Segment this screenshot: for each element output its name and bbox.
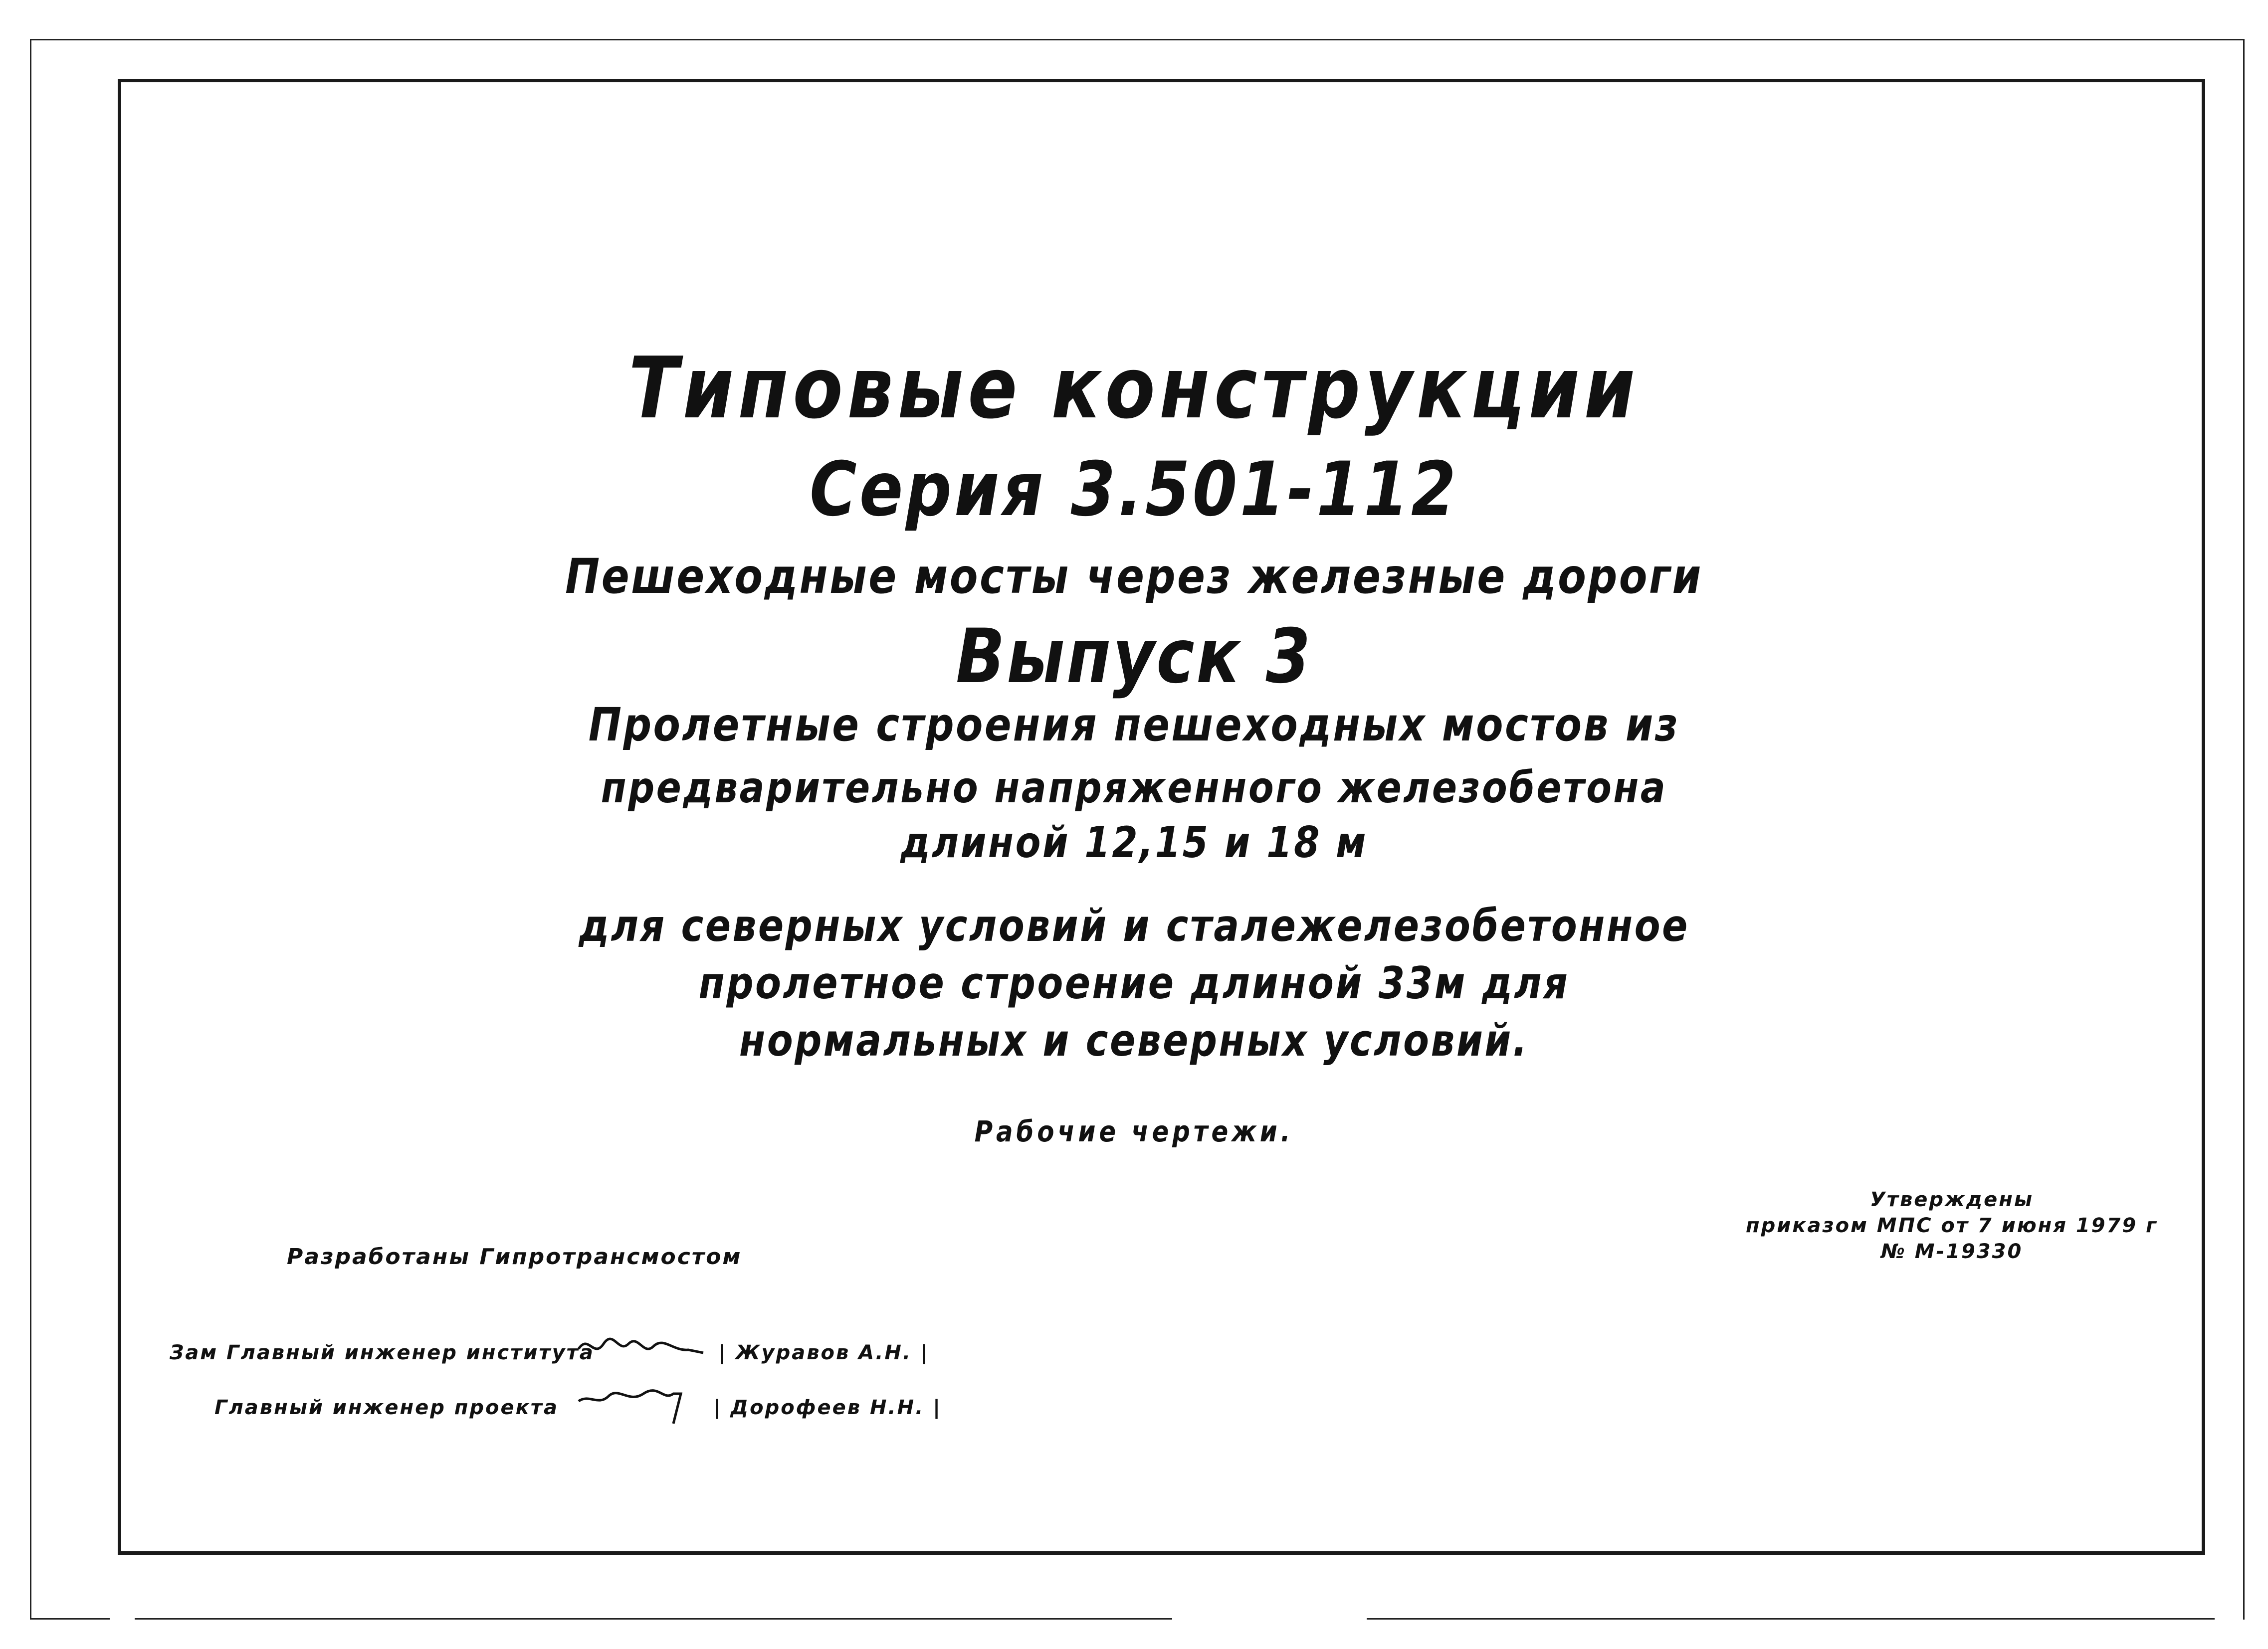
sheet-edge-bottom-mid	[135, 1618, 1172, 1620]
sheet-edge-bottom-left	[30, 1618, 110, 1620]
approval-title: Утверждены	[1869, 1188, 2034, 1211]
issue-description-4: для северных условий и сталежелезобетонное	[579, 900, 1689, 951]
signature-role-chief-institute: Зам Главный инженер института	[170, 1341, 595, 1364]
signature-role-chief-project: Главный инженер проекта	[214, 1396, 559, 1419]
sheet-edge-top	[30, 39, 2245, 40]
issue-description-3: длиной 12,15 и 18 м	[900, 818, 1368, 868]
approval-order: приказом МПС от 7 июня 1979 г	[1746, 1214, 2158, 1237]
issue-description-2: предварительно напряженного железобетона	[601, 763, 1667, 813]
issue-number: Выпуск 3	[956, 613, 1312, 700]
developer-label: Разработаны Гипротрансмостом	[287, 1244, 742, 1270]
drawing-frame	[118, 79, 2205, 1555]
signature-name-dorofeev: | Дорофеев Н.Н. |	[713, 1396, 942, 1419]
signature-name-zhuravov: | Журавов А.Н. |	[718, 1341, 929, 1364]
subject-title: Пешеходные мосты через железные дороги	[565, 549, 1703, 604]
handwritten-signature-2	[574, 1379, 703, 1434]
sheet-edge-left	[30, 39, 31, 1620]
issue-description-5: пролетное строение длиной 33м для	[698, 957, 1570, 1009]
sheet-edge-bottom-right	[1367, 1618, 2215, 1620]
sheet-edge-right	[2243, 39, 2245, 1620]
title-main: Типовые конструкции	[628, 339, 1640, 438]
approval-block	[1746, 1187, 2158, 1265]
handwritten-signature-1	[574, 1329, 713, 1369]
series-number: Серия 3.501-112	[810, 446, 1458, 533]
working-drawings-label: Рабочие чертежи.	[974, 1114, 1294, 1148]
issue-description-6: нормальных и северных условий.	[739, 1015, 1529, 1066]
approval-number: № М-19330	[1880, 1240, 2023, 1263]
issue-description-1: Пролетные строения пешеходных мостов из	[588, 698, 1680, 751]
